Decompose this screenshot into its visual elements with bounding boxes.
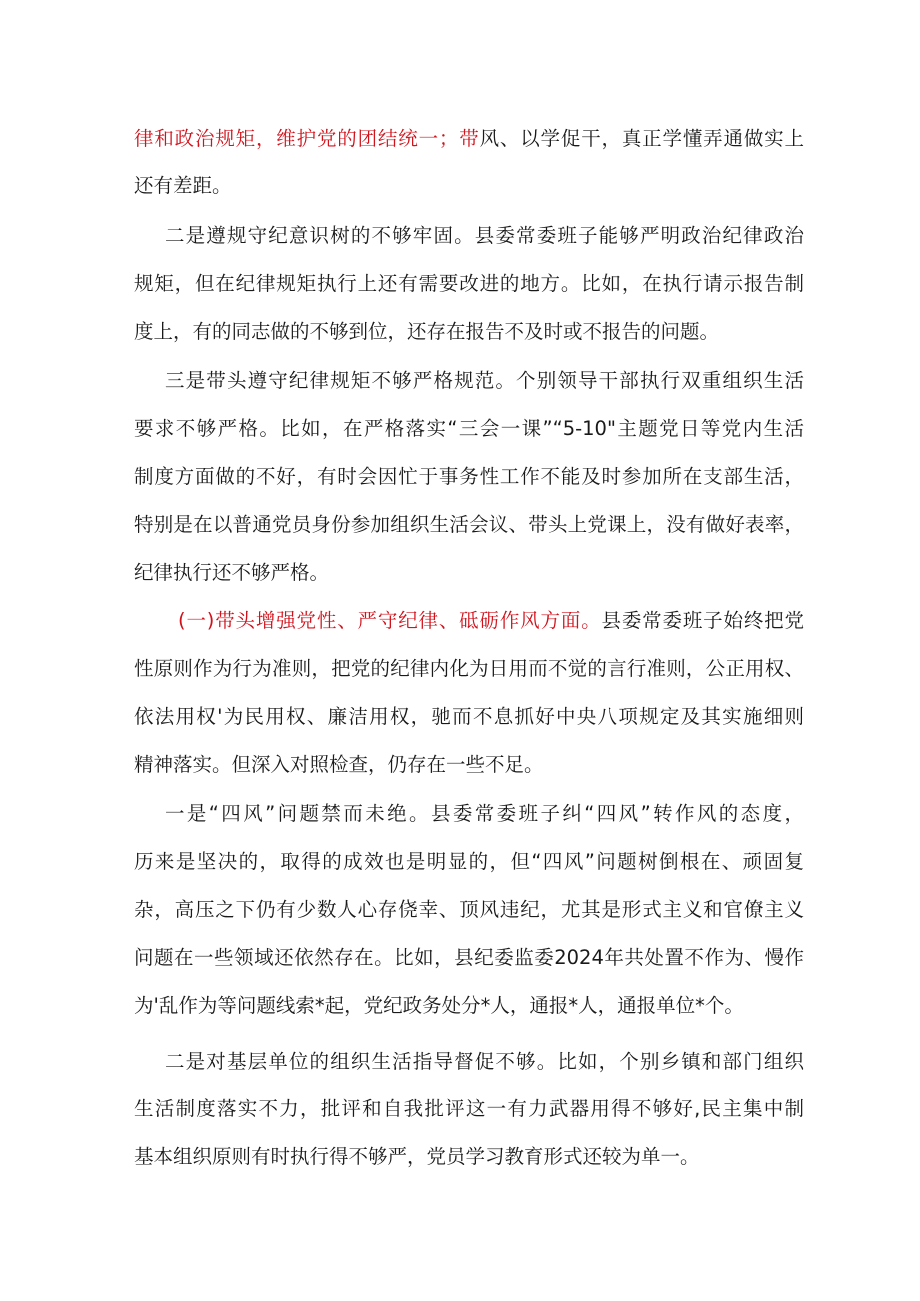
body-text: 县委常委班子始终把党 xyxy=(601,609,804,632)
body-text: 风、以学促干，真正学懂弄通做实上 xyxy=(479,127,804,150)
text-line: 问题在一些领域还依然存在。比如，县纪委监委2024年共处置不作为、慢作 xyxy=(134,946,804,969)
text-line: 依法用权'为民用权、廉洁用权，驰而不息抓好中央八项规定及其实施细则 xyxy=(134,705,804,728)
text-line: 基本组织原则有时执行得不够严，党员学习教育形式还较为单一。 xyxy=(134,1145,700,1168)
text-line: 一是“四风”问题禁而未绝。县委常委班子纠“四风”转作风的态度， xyxy=(165,802,804,825)
text-line xyxy=(134,127,804,151)
section-heading: (一)带头增强党性、严守纪律、砥砺作风方面。 xyxy=(178,609,602,632)
text-line: 生活制度落实不力，批评和自我批评这一有力武器用得不够好,民主集中制 xyxy=(134,1097,804,1120)
text-line: 历来是坚决的，取得的成效也是明显的，但“四风”问题树倒根在、顽固复 xyxy=(134,850,804,873)
text-line: 纪律执行还不够严格。 xyxy=(134,561,330,584)
text-line: 三是带头遵守纪律规矩不够严格规范。个别领导干部执行双重组织生活 xyxy=(165,369,804,392)
section-heading-line xyxy=(178,609,804,633)
text-line: 杂，高压之下仍有少数人心存侥幸、顶风违纪，尤其是形式主义和官僚主义 xyxy=(134,898,804,921)
text-line: 特别是在以普通党员身份参加组织生活会议、带头上党课上，没有做好表率， xyxy=(134,513,804,536)
text-line: 性原则作为行为准则，把党的纪律内化为日用而不觉的言行准则，公正用权、 xyxy=(134,657,804,680)
text-line: 还有差距。 xyxy=(134,174,232,197)
text-line: 二是对基层单位的组织生活指导督促不够。比如，个别乡镇和部门组织 xyxy=(165,1050,804,1073)
text-line: 精神落实。但深入对照检查，仍存在一些不足。 xyxy=(134,753,544,776)
text-line: 为'乱作为等问题线索*起，党纪政务处分*人，通报*人，通报单位*个。 xyxy=(134,994,744,1017)
text-line: 度上，有的同志做的不够到位，还存在报告不及时或不报告的问题。 xyxy=(134,320,720,343)
highlighted-text: 律和政治规矩，维护党的团结统一；带 xyxy=(134,127,480,150)
text-line: 二是遵规守纪意识树的不够牢固。县委常委班子能够严明政治纪律政治 xyxy=(165,224,804,247)
text-line: 制度方面做的不好，有时会因忙于事务性工作不能及时参加所在支部生活， xyxy=(134,465,804,488)
text-line: 规矩，但在纪律规矩执行上还有需要改进的地方。比如，在执行请示报告制 xyxy=(134,272,804,295)
text-line: 要求不够严格。比如，在严格落实“三会一课”“5-10"主题党日等党内生活 xyxy=(134,417,804,440)
